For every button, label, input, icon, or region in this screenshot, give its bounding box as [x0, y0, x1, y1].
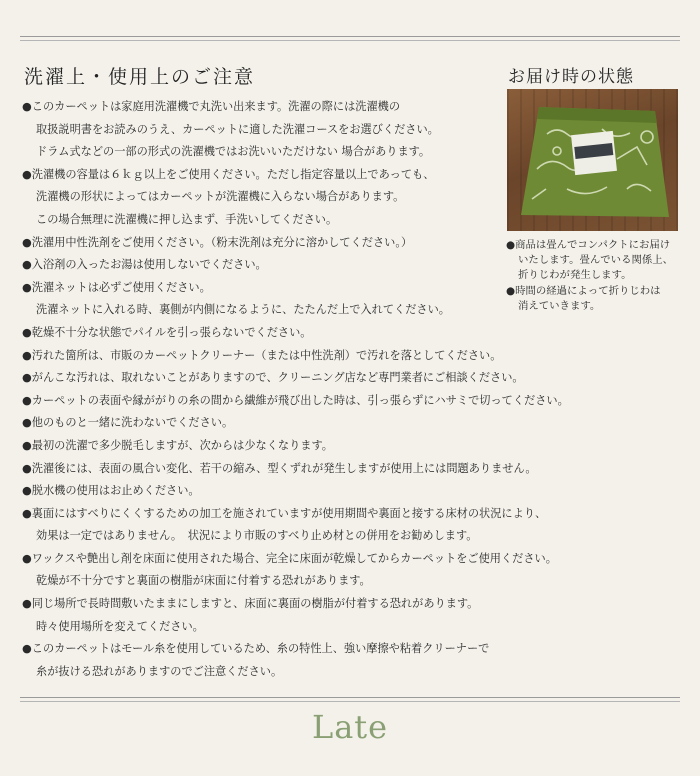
note-line: ●乾燥不十分な状態でパイルを引っ張らないでください。	[22, 325, 312, 339]
note-line: ●脱水機の使用はお止めください。	[22, 484, 200, 498]
note-line: 時々使用場所を変えてください。	[36, 619, 204, 633]
note-line: ●このカーペットはモール糸を使用しているため、糸の特性上、強い摩擦や粘着クリーナーで	[22, 642, 490, 656]
delivery-note-line: ●時間の経過によって折りじわは	[506, 284, 661, 297]
delivery-note-line: ●商品は畳んでコンパクトにお届け	[506, 239, 671, 251]
top-rule-2	[20, 40, 680, 41]
delivery-note-line: 折りじわが発生します。	[518, 269, 632, 282]
note-line: ●がんこな汚れは、取れないことがありますので、クリーニング店など専門業者にご相談ください。	[22, 371, 524, 385]
delivery-notes-list	[506, 238, 686, 314]
note-line: ●洗濯後には、表面の風合い変化、若干の縮み、型くずれが発生しますが使用上には問題ありません。	[22, 461, 537, 475]
note-line: 洗濯機の形状によってはカーペットが洗濯機に入らない場合があります。	[36, 190, 405, 204]
note-line: ●ワックスや艶出し剤を床面に使用された場合、完全に床面が乾燥してからカーペットをご使用ください。	[22, 551, 557, 565]
note-line: 乾燥が不十分ですと裏面の樹脂が床面に付着する恐れがあります。	[36, 574, 371, 588]
delivery-title: お届け時の状態	[508, 67, 634, 87]
note-line: ●洗濯用中性洗剤をご使用ください。（粉末洗剤は充分に溶かしてください。）	[22, 235, 413, 249]
note-line: 洗濯ネットに入れる時、裏側が内側になるように、たたんだ上で入れてください。	[36, 303, 450, 317]
bottom-rule-1	[20, 697, 680, 698]
note-line: ●汚れた箇所は、市販のカーペットクリーナー（または中性洗剤）で汚れを落としてください。	[22, 348, 502, 362]
note-line: ●このカーペットは家庭用洗濯機で丸洗い出来ます。洗濯の際には洗濯機の	[22, 100, 401, 113]
note-line: ●裏面にはすべりにくくするための加工を施されていますが使用期間や裏面と接する床材の状況により、	[22, 506, 547, 520]
note-line: ドラム式などの一部の形式の洗濯機ではお洗いいただけない 場合があります。	[36, 145, 431, 159]
delivery-note-line: 消えていきます。	[518, 299, 601, 312]
note-line: ●他のものと一緒に洗わないでください。	[22, 416, 234, 430]
note-line: ●同じ場所で長時間敷いたままにしますと、床面に裏面の樹脂が付着する恐れがあります。	[22, 597, 479, 611]
note-line: この場合無理に洗濯機に押し込まず、手洗いしてください。	[36, 212, 338, 226]
note-line: ●入浴剤の入ったお湯は使用しないでください。	[22, 258, 267, 272]
page-title: 洗濯上・使用上のご注意	[24, 66, 256, 88]
top-rule-1	[20, 36, 680, 37]
note-line: ●最初の洗濯で多少脱毛しますが、次からは少なくなります。	[22, 438, 333, 452]
note-line: 取扱説明書をお読みのうえ、カーペットに適した洗濯コースをお選びください。	[36, 122, 439, 136]
note-line: 効果は一定ではありません。 状況により市販のすべり止め材との併用をお勧めします。	[36, 529, 478, 543]
note-line: 糸が抜ける恐れがありますのでご注意ください。	[36, 664, 283, 678]
folded-rug-photo	[507, 89, 678, 231]
note-line: ●洗濯機の容量は６ｋｇ以上をご使用ください。ただし指定容量以上であっても、	[22, 167, 435, 181]
note-line: ●カーペットの表面や縁ががりの糸の間から繊維が飛び出した時は、引っ張らずにハサミで切ってください。	[22, 393, 569, 407]
bottom-rule-2	[20, 701, 680, 702]
delivery-note-line: いたします。畳んでいる関係上、	[518, 254, 674, 267]
brand-logo: Late	[311, 708, 389, 746]
note-line: ●洗濯ネットは必ずご使用ください。	[22, 280, 211, 294]
